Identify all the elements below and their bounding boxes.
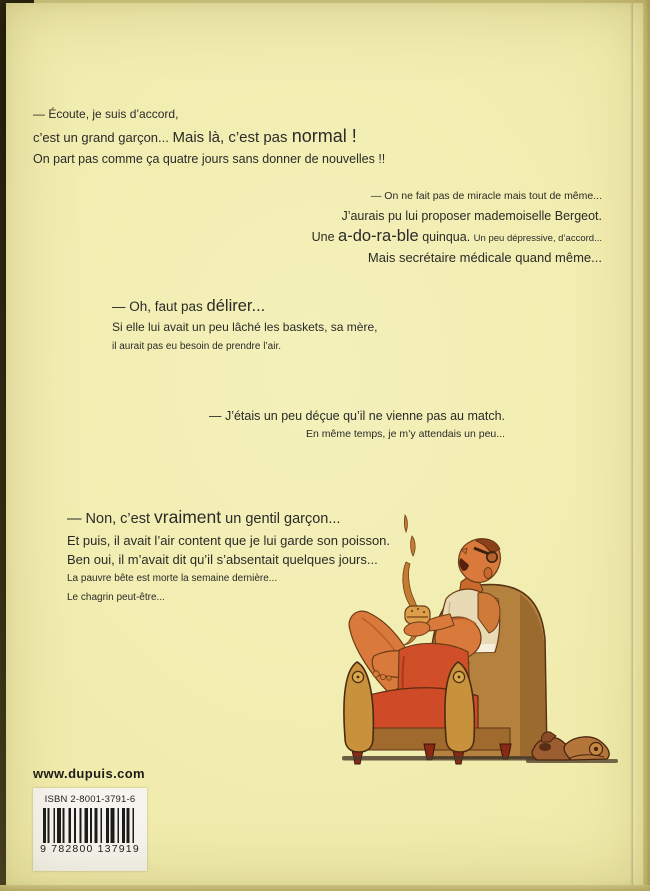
- quote-line: — J’étais un peu déçue qu’il ne vienne pas au match.: [208, 409, 505, 423]
- quote-line: En même temps, je m’y attendais un peu...: [305, 428, 505, 440]
- quote-text-emphasis: délirer...: [206, 297, 266, 315]
- quote-line: — On ne fait pas de miracle mais tout de même...: [370, 190, 602, 202]
- quote-text-strong: normal !: [291, 126, 357, 146]
- isbn-barcode-box: [33, 788, 147, 871]
- quote-block-2: [312, 187, 602, 268]
- quote-block-1: [33, 104, 385, 168]
- quote-line: Ben oui, il m’avait dit qu’il s’absentait quelques jours...: [67, 552, 378, 567]
- armrest-left: [344, 662, 373, 752]
- quote-line: [33, 124, 385, 150]
- quote-line: [312, 227, 602, 248]
- scan-edge-right: [643, 0, 650, 891]
- quote-text: — Non, c’est: [67, 511, 155, 527]
- quote-text: un gentil garçon...: [221, 511, 341, 527]
- quote-text: Une: [311, 230, 339, 244]
- scan-edge-bottom: [0, 885, 650, 891]
- quote-line: J’aurais pu lui proposer mademoiselle Bergeot.: [341, 209, 602, 223]
- quote-text-emphasis: a-do-ra-ble: [338, 227, 419, 245]
- quote-line: La pauvre bête est morte la semaine dernière...: [67, 573, 278, 584]
- quote-line: il aurait pas eu besoin de prendre l’air.: [112, 341, 281, 352]
- quote-block-3: [112, 295, 377, 356]
- sandwich: [405, 606, 430, 624]
- ean-number-text: 9 782800 137919: [40, 843, 140, 855]
- cover-crease: [630, 0, 635, 891]
- shoes: [532, 732, 609, 760]
- floor-shadow: [342, 756, 546, 761]
- quote-text-emphasis: vraiment: [154, 507, 222, 527]
- chair-front-base: [368, 728, 510, 750]
- quote-line: Le chagrin peut-être...: [67, 592, 165, 603]
- quote-text: c’est un grand garçon...: [33, 130, 173, 145]
- quote-block-4: [197, 407, 505, 443]
- quote-text-emphasis: Mais là, c’est pas: [172, 129, 292, 146]
- scan-edge-left: [0, 0, 6, 891]
- armchair-man-illustration: [328, 498, 646, 785]
- scan-edge-top: [0, 0, 650, 3]
- quote-line: — Écoute, je suis d’accord,: [33, 107, 179, 121]
- ean13-barcode: [43, 808, 137, 848]
- ean-number: [33, 843, 147, 855]
- quote-text: quinqua.: [418, 230, 474, 244]
- publisher-website-url: www.dupuis.com: [33, 766, 146, 781]
- quote-line: Et puis, il avait l’air content que je lui garde son poisson.: [67, 533, 391, 548]
- isbn-label: ISBN 2-8001-3791-6: [44, 794, 136, 805]
- quote-line: [112, 295, 377, 318]
- quote-text-small: Un peu dépressive, d’accord...: [473, 233, 602, 244]
- quote-line: Mais secrétaire médicale quand même...: [367, 250, 602, 265]
- quote-line: Si elle lui avait un peu lâché les baskets, sa mère,: [112, 320, 378, 334]
- quote-line: On part pas comme ça quatre jours sans donner de nouvelles !!: [33, 152, 386, 166]
- ear: [484, 568, 492, 579]
- quote-text: — Oh, faut pas: [112, 299, 207, 314]
